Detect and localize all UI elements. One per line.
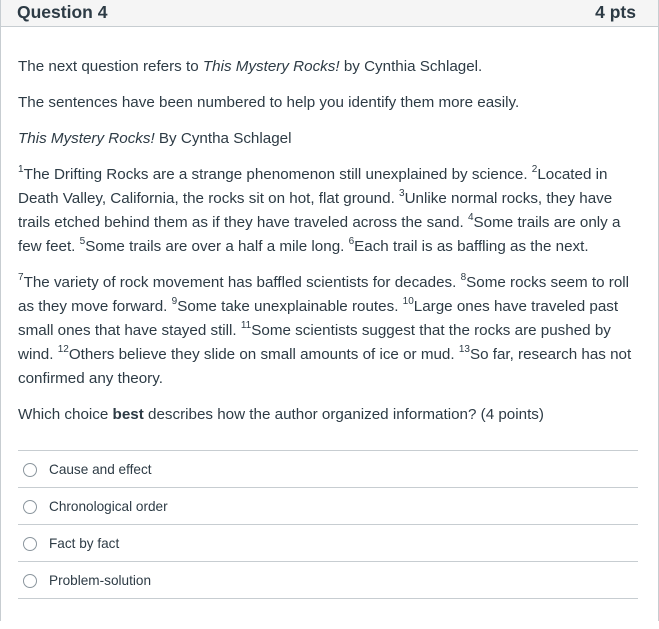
question-header [1, 0, 658, 27]
sentence-text: Located in Death Valley, California, the rocks sit on hot, flat ground. [18, 166, 608, 207]
sentence-number: 5 [79, 235, 86, 247]
sentence-number: 7 [18, 271, 24, 283]
sentence-text: Unlike normal rocks, they have trails etched behind them as if they have traveled across the sand. [18, 190, 613, 231]
sentence-text: Some trails are over a half a mile long. [85, 238, 349, 255]
sentence-text: Some scientists suggest that the rocks are pushed by wind. [18, 322, 611, 363]
sentence-number: 13 [458, 343, 470, 355]
passage-byline: By Cyntha Schlagel [154, 130, 292, 147]
sentence-text: Each trail is as baffling as the next. [354, 238, 589, 255]
sentence-number: 6 [348, 235, 355, 247]
prompt-after: describes how the author organized information? (4 points) [143, 406, 544, 423]
radio-button[interactable] [23, 463, 37, 477]
prompt-bold: best [112, 406, 144, 423]
radio-button[interactable] [23, 537, 37, 551]
intro-numbered-note: The sentences have been numbered to help you identify them more easily. [18, 94, 520, 111]
sentence-text: So far, research has not confirmed any theory. [18, 346, 632, 387]
question-prompt [18, 403, 643, 427]
sentence-text: The variety of rock movement has baffled scientists for decades. [23, 274, 461, 291]
radio-button[interactable] [23, 574, 37, 588]
sentence-text: Some take unexplainable routes. [177, 298, 403, 315]
sentence-text: Others believe they slide on small amounts of ice or mud. [68, 346, 459, 363]
passage-title: This Mystery Rocks! [18, 130, 155, 147]
sentence-number: 12 [57, 343, 69, 355]
answer-option[interactable] [18, 451, 638, 488]
sentence-text: Some rocks seem to roll as they move forward. [18, 274, 630, 315]
radio-button[interactable] [23, 500, 37, 514]
sentence-number: 4 [467, 211, 474, 223]
answer-label[interactable]: Fact by fact [49, 535, 120, 551]
intro-refers [18, 55, 643, 79]
intro-refers-suffix: by Cynthia Schlagel. [339, 58, 483, 75]
sentence-number: 9 [171, 295, 178, 307]
answer-label[interactable]: Chronological order [49, 498, 168, 514]
answer-option[interactable] [18, 488, 638, 525]
intro-refers-title: This Mystery Rocks! [202, 58, 340, 75]
answer-list [18, 450, 638, 599]
answer-option[interactable] [18, 525, 638, 562]
intro-refers-prefix: The next question refers to [18, 58, 203, 75]
passage-heading [18, 127, 643, 151]
sentence-number: 11 [240, 319, 252, 331]
answer-option[interactable] [18, 562, 638, 599]
question-points: 4 pts [595, 1, 636, 22]
passage-paragraph-2 [18, 271, 643, 391]
sentence-number: 10 [402, 295, 414, 307]
sentence-text: The Drifting Rocks are a strange phenomenon still unexplained by science. [23, 166, 532, 183]
sentence-text: Large ones have traveled past small ones that have stayed still. [18, 298, 619, 339]
sentence-text: Some trails are only a few feet. [18, 214, 621, 255]
prompt-before: Which choice [18, 406, 113, 423]
passage-paragraph-1 [18, 163, 643, 259]
question-title: Question 4 [17, 1, 108, 22]
sentence-number: 1 [18, 163, 24, 175]
sentence-number: 2 [531, 163, 538, 175]
answer-label[interactable]: Cause and effect [49, 461, 152, 477]
sentence-number: 3 [399, 187, 405, 199]
answer-label[interactable]: Problem-solution [49, 572, 151, 588]
sentence-number: 8 [460, 271, 467, 283]
